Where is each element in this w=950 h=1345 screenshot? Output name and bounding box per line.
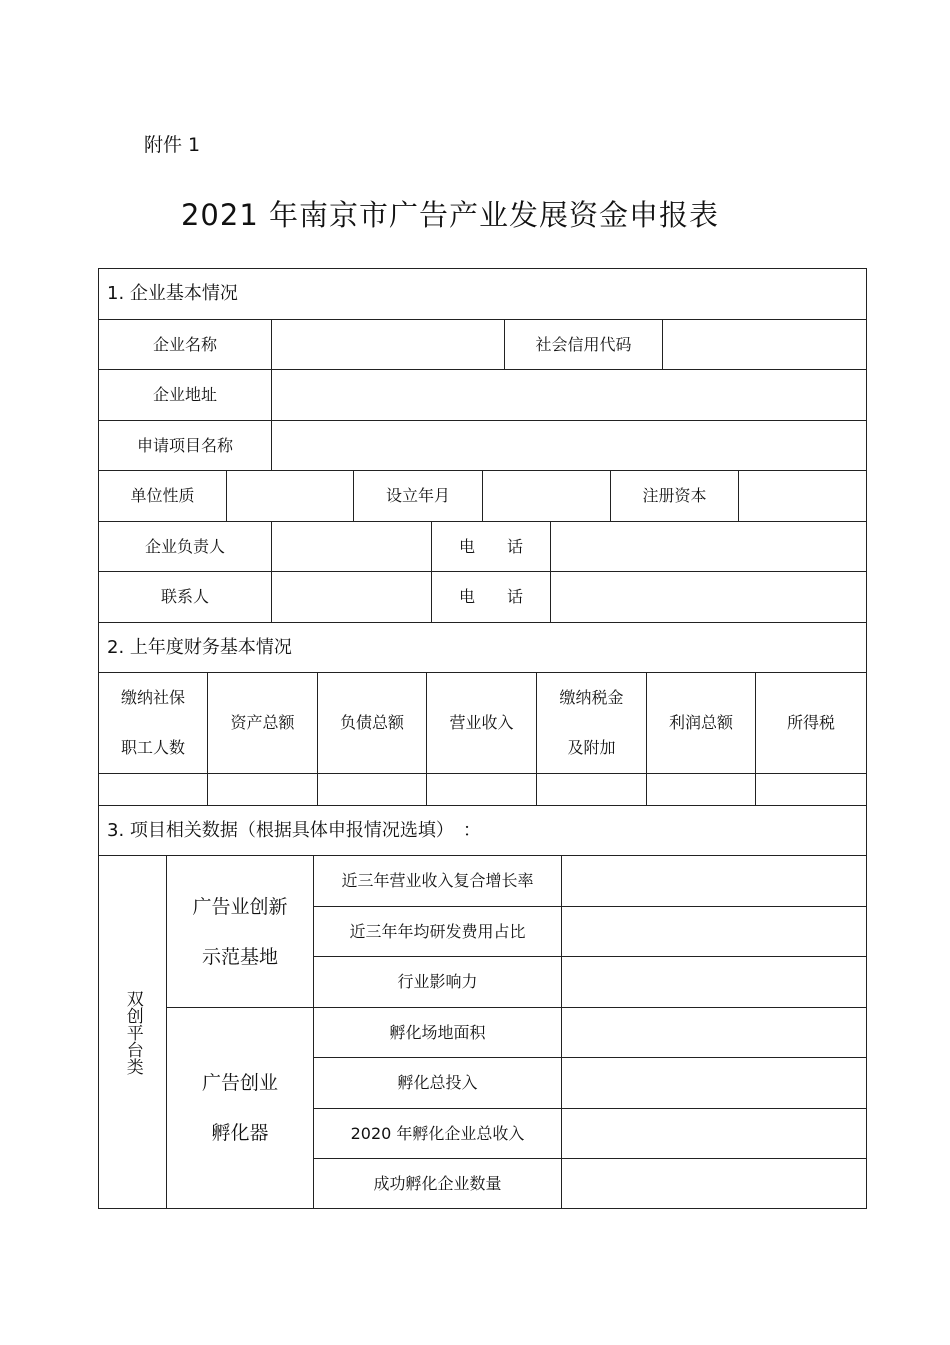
company-name-label: 企业名称 [152, 334, 217, 354]
finance-col-income-tax: 所得税 [786, 713, 835, 733]
finance-col-employees: 缴纳社保 职工人数 [120, 688, 185, 757]
credit-code-label: 社会信用代码 [535, 334, 632, 354]
company-name-field[interactable] [272, 320, 504, 369]
credit-code-field[interactable] [663, 320, 866, 369]
registered-capital-label: 注册资本 [642, 486, 707, 506]
established-label: 设立年月 [385, 486, 450, 506]
unit-nature-field[interactable] [227, 471, 353, 521]
contact-field[interactable] [272, 572, 431, 622]
registered-capital-field[interactable] [739, 471, 866, 521]
project-name-label: 申请项目名称 [136, 435, 233, 455]
contact-label: 联系人 [160, 587, 209, 607]
item-influence: 行业影响力 [397, 972, 478, 992]
section1-heading: 1. 企业基本情况 [107, 283, 238, 305]
finance-col-liabilities: 负债总额 [339, 713, 404, 733]
finance-col-assets: 资产总额 [230, 713, 295, 733]
phone1-label: 电 话 [458, 536, 523, 556]
group2-label: 广告创业 孵化器 [201, 1072, 278, 1144]
established-field[interactable] [483, 471, 610, 521]
head-field[interactable] [272, 522, 431, 571]
page-title: 2021 年南京市广告产业发展资金申报表 [180, 198, 720, 232]
item-rd-ratio: 近三年年均研发费用占比 [349, 921, 526, 941]
item-incubation-area: 孵化场地面积 [389, 1022, 486, 1042]
unit-nature-label: 单位性质 [130, 486, 195, 506]
project-name-field[interactable] [272, 421, 866, 470]
item-incubation-investment: 孵化总投入 [397, 1073, 478, 1093]
head-label: 企业负责人 [144, 536, 225, 556]
address-label: 企业地址 [152, 385, 217, 405]
category-label: 双创平台类 [122, 989, 143, 1075]
group1-label: 广告业创新 示范基地 [192, 895, 288, 968]
attachment-label: 附件 1 [144, 134, 201, 156]
phone1-field[interactable] [551, 522, 866, 571]
finance-col-profit: 利润总额 [668, 713, 733, 733]
finance-col-taxes: 缴纳税金 及附加 [559, 688, 624, 757]
finance-data-row[interactable] [99, 774, 866, 805]
address-field[interactable] [272, 370, 866, 420]
section3-heading: 3. 项目相关数据（根据具体申报情况选填） ： [107, 819, 481, 841]
section2-heading: 2. 上年度财务基本情况 [107, 636, 292, 658]
phone2-label: 电 话 [458, 587, 523, 607]
item-incubated-revenue: 2020 年孵化企业总收入 [350, 1123, 525, 1143]
phone2-field[interactable] [551, 572, 866, 622]
finance-col-revenue: 营业收入 [449, 713, 514, 733]
item-revenue-growth: 近三年营业收入复合增长率 [341, 871, 534, 891]
item-incubated-count: 成功孵化企业数量 [373, 1173, 502, 1193]
section3-value-fields[interactable] [562, 856, 866, 1208]
